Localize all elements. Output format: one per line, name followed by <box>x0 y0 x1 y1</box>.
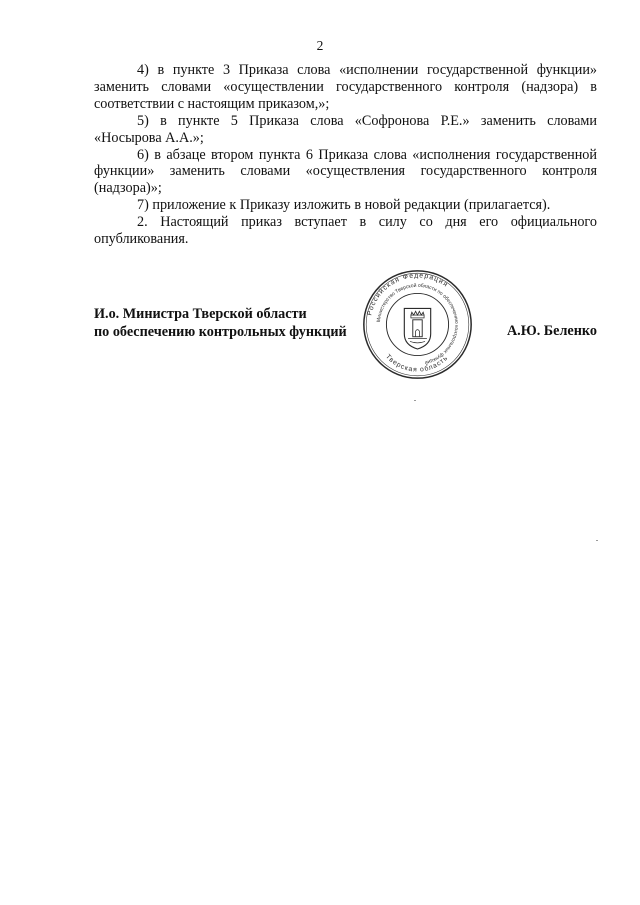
paragraph-effective-date: 2. Настоящий приказ вступает в силу со дня его официального опубликования. <box>94 214 597 248</box>
signatory-position <box>94 306 347 341</box>
signatory-position-line2: по обеспечению контрольных функций <box>94 323 347 340</box>
coat-of-arms-icon <box>404 308 430 348</box>
paragraph-item-4: 4) в пункте 3 Приказа слова «исполнении государственной функции» заменить словами «осуществлении государственного контроля (надзора) в соответствии с настоящим приказом,»; <box>94 62 597 112</box>
scan-speck <box>596 540 598 541</box>
seal-outer-text: Российская Федерация <box>366 272 450 317</box>
paragraph-item-7: 7) приложение к Приказу изложить в новой редакции (прилагается). <box>137 197 551 214</box>
signatory-position-line1: И.о. Министра Тверской области <box>94 306 307 322</box>
seal-inner-ring <box>386 293 448 355</box>
seal-inner-text: Министерство Тверской области по обеспечению контрольных функций <box>375 282 460 366</box>
page-number: 2 <box>316 38 324 53</box>
paragraph-item-5: 5) в пункте 5 Приказа слова «Софронова Р.Е.» заменить словами «Носырова А.А.»; <box>94 112 597 146</box>
seal-bottom-text: Тверская область <box>384 353 450 374</box>
signature-block <box>94 306 597 386</box>
signatory-name: А.Ю. Беленко <box>506 323 597 339</box>
paragraph-item-6: 6) в абзаце втором пункта 6 Приказа слова «исполнения государственной функции» заменить словами «осуществления государственного контроля (надзора)»; <box>94 146 597 197</box>
official-seal-stamp <box>361 268 474 381</box>
order-amendments-text <box>94 62 597 248</box>
scan-speck <box>414 400 416 401</box>
